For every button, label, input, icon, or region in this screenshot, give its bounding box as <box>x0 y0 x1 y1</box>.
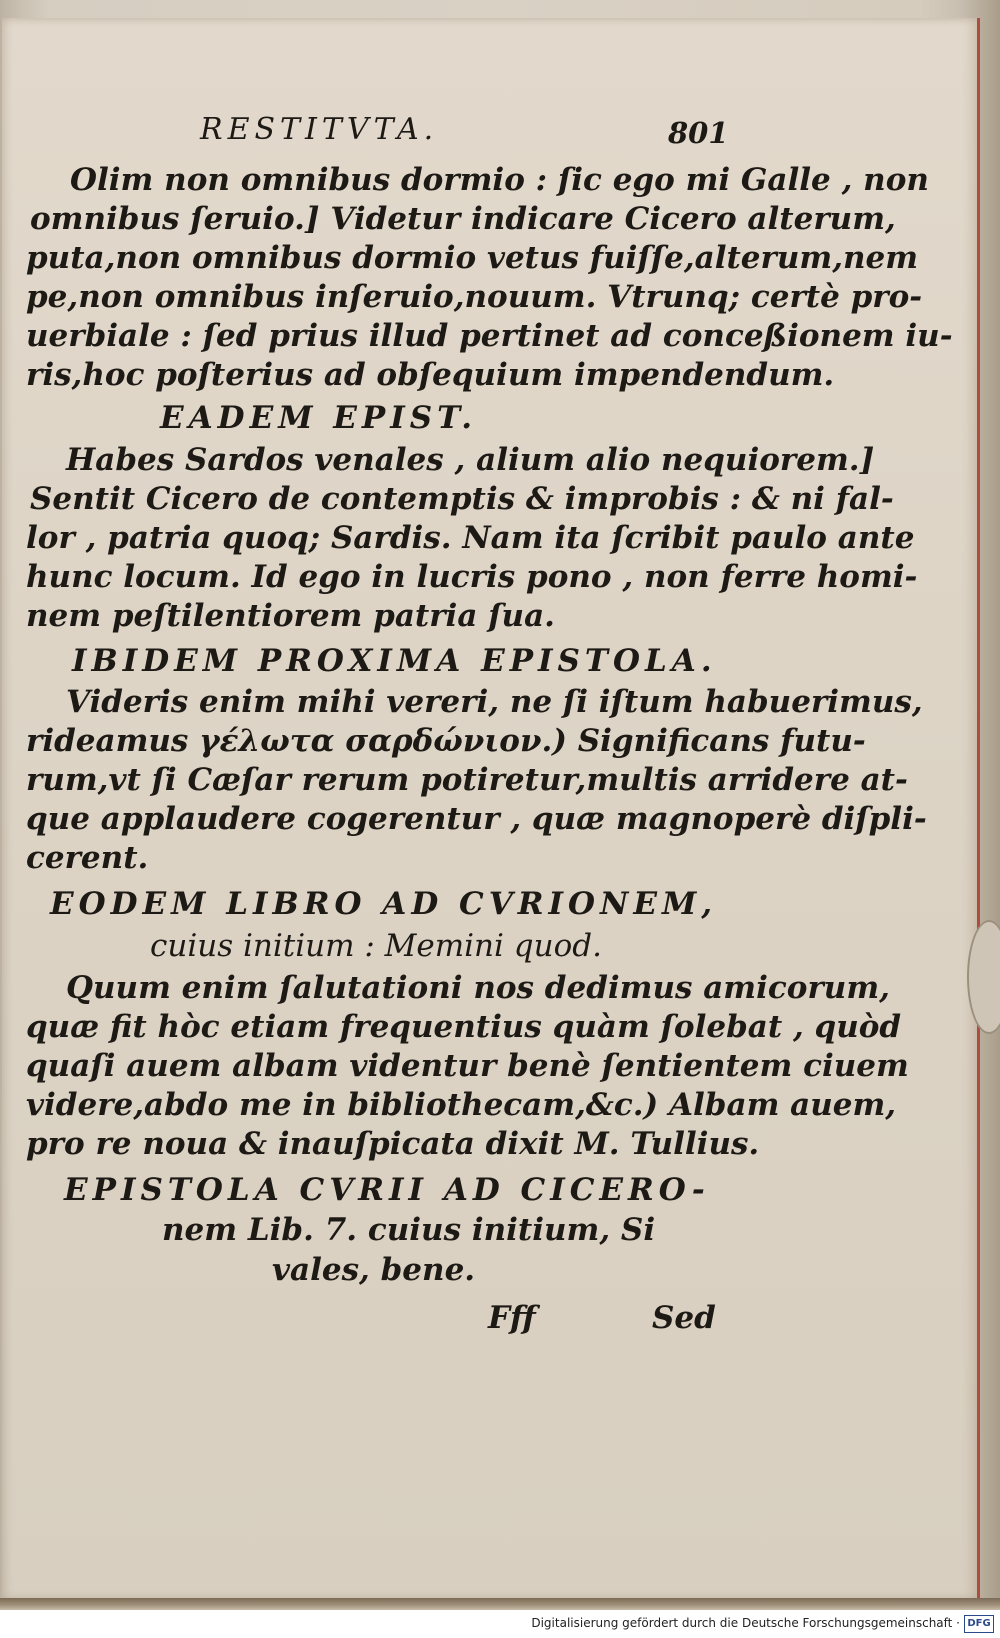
text-line: Habes Sardos venales , alium alio nequiorem.] <box>66 442 875 478</box>
running-head: RESTITVTA. <box>200 112 439 147</box>
footer-bar <box>0 1610 1000 1638</box>
text-line: Sentit Cicero de contemptis & improbis : & ni fal- <box>30 481 894 517</box>
text-line: lor , patria quoq; Sardis. Nam ita ſcribit paulo ante <box>26 520 915 556</box>
section-heading: IBIDEM PROXIMA EPISTOLA. <box>72 643 717 679</box>
section-subheading: vales, bene. <box>272 1252 476 1288</box>
text-line: hunc locum. Id ego in lucris pono , non ferre homi- <box>26 559 918 595</box>
section-heading: EADEM EPIST. <box>160 400 477 436</box>
section-subheading: nem Lib. 7. cuius initium, Si <box>162 1212 656 1248</box>
dfg-logo: DFG <box>964 1615 994 1633</box>
text-line: Olim non omnibus dormio : ſic ego mi Galle , non <box>70 162 929 198</box>
section-subheading: cuius initium : Memini quod. <box>150 928 602 964</box>
footer-credit: Digitalisierung gefördert durch die Deutsche Forschungsgemeinschaft · <box>531 1616 960 1630</box>
text-line: quaſi auem albam videntur benè ſentientem ciuem <box>26 1048 909 1084</box>
text-line: que applaudere cogerentur , quæ magnoperè diſpli- <box>26 801 927 837</box>
text-line: Quum enim ſalutationi nos dedimus amicorum, <box>66 970 890 1006</box>
catchword: Sed <box>652 1300 716 1336</box>
text-line: pe,non omnibus inſeruio,nouum. Vtrunq; certè pro- <box>26 279 923 315</box>
text-line: pro re noua & inauſpicata dixit M. Tullius. <box>26 1126 760 1162</box>
text-line: nem peſtilentiorem patria ſua. <box>26 598 555 634</box>
text-line: rum,vt ſi Cæſar rerum potiretur,multis arridere at- <box>26 762 908 798</box>
text-line: omnibus ſeruio.] Videtur indicare Cicero alterum, <box>30 201 896 237</box>
text-line: cerent. <box>26 840 149 876</box>
text-line: puta,non omnibus dormio vetus fuiſſe,alterum,nem <box>26 240 919 276</box>
folio-number: 801 <box>668 116 729 150</box>
text-line: uerbiale : ſed prius illud pertinet ad conceßionem iu- <box>26 318 953 354</box>
signature-mark: Fff <box>488 1300 536 1336</box>
text-line: videre,abdo me in bibliothecam,&c.) Albam auem, <box>26 1087 897 1123</box>
section-heading: EPISTOLA CVRII AD CICERO- <box>64 1172 710 1208</box>
section-heading: EODEM LIBRO AD CVRIONEM, <box>50 886 718 922</box>
page-bottom-edge <box>0 1598 1000 1610</box>
text-line: Videris enim mihi vereri, ne ſi iſtum habuerimus, <box>66 684 923 720</box>
text-line: rideamus γέλωτα σαρδώνιον.) Significans futu- <box>26 723 866 759</box>
text-line: quæ fit hòc etiam frequentius quàm ſolebat , quòd <box>26 1009 902 1045</box>
text-line: ris,hoc poſterius ad obſequium impendendum. <box>26 357 835 393</box>
